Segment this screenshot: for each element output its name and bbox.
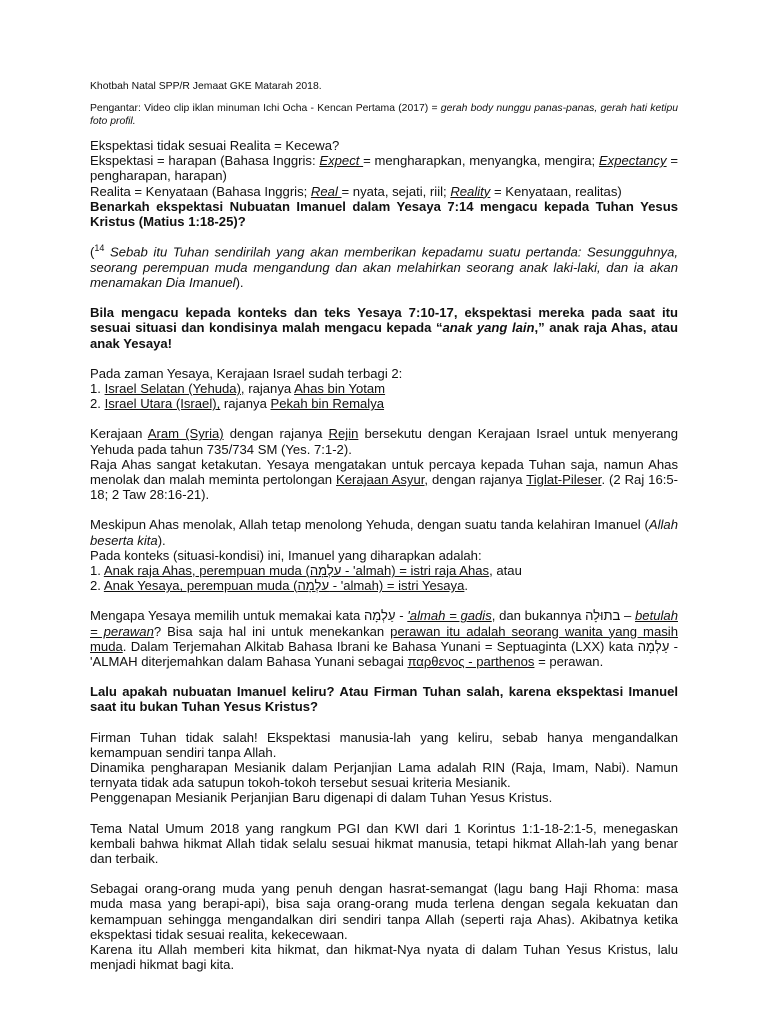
verse-open: ( (90, 244, 95, 260)
term-expectancy: Expectancy (598, 153, 667, 169)
penggenapan-paragraph: Penggenapan Mesianik Perjanjian Baru digenapi di dalam Tuhan Yesus Kristus. (90, 790, 553, 806)
q3-text: Lalu apakah nubuatan Imanuel keliru? Atau Firman Tuhan salah, karena ekspektasi Imanuel saat itu bukan Tuhan Yesus Kristus? (90, 684, 678, 715)
section-expectation (90, 138, 678, 229)
text-run: Ekspektasi = harapan (Bahasa Inggris: (90, 153, 320, 169)
term-reality: Reality (450, 183, 491, 199)
term-expect: Expect (319, 153, 364, 169)
text-run: . (464, 578, 469, 594)
text-run: = nyata, sejati, riil; (341, 183, 451, 199)
section-imanuel (90, 517, 678, 593)
text-run: Anak raja Ahas, perempuan muda (עַלְמָה - 'almah) = istri raja Ahas (103, 563, 490, 579)
text-run: Anak Yesaya, perempuan muda (עַלְמָה - 'almah) = istri Yesaya (103, 578, 465, 594)
text-run: = Kenyataan, realitas) (490, 183, 622, 199)
text-run: 1. (90, 381, 105, 396)
text-run: Ahas bin Yotam (294, 381, 386, 396)
text-run: rajanya (244, 381, 295, 396)
document-title: Khotbah Natal SPP/R Jemaat GKE Matarah 2018. (90, 81, 322, 92)
text-run: 'almah = gadis (407, 608, 492, 624)
text-run: bersekutu dengan Kerajaan Israel untuk menyerang Yehuda pada tahun 735/734 SM (Yes. 7:1-2). (90, 426, 678, 457)
text-run: dengan rajanya (223, 426, 329, 442)
document-body (90, 80, 678, 973)
text-run: = mengharapkan, menyangka, mengira; (363, 153, 599, 169)
text-run: Aram (Syria) (147, 426, 224, 442)
term-real: Real (310, 183, 342, 199)
expectation-question: Ekspektasi tidak sesuai Realita = Kecewa? (90, 138, 340, 153)
text-run: Bila mengacu kepada konteks dan teks Yesaya 7:10-17, ekspektasi mereka pada saat itu sesuai situasi dan kondisinya malah mengacu kepada “ (90, 305, 678, 336)
text-run: 2. (90, 396, 105, 412)
text-run: Raja Ahas sangat ketakutan. Yesaya mengatakan untuk percaya kepada Tuhan saja, namun Ahas menolak dan malah meminta pertolongan (90, 456, 678, 488)
text-run: 1. (90, 563, 104, 579)
verse-quote (90, 241, 678, 290)
section-aram (90, 426, 678, 502)
text-run: Tiglat-Pileser (526, 472, 602, 488)
text-run: 2. (90, 578, 104, 594)
text-run: Israel Selatan (Yehuda), (104, 381, 245, 396)
text-run: dengan rajanya (428, 472, 527, 488)
ahas-paragraph (90, 457, 678, 503)
verse-text: Sebab itu Tuhan sendirilah yang akan memberikan kepadamu suatu pertanda: Sesungguhnya, seorang perempuan muda mengandung dan akan melahirkan seorang anak laki-laki, dan ia akan menamakan Dia Imanuel (90, 244, 678, 290)
verse-number: 14 (94, 243, 105, 254)
text-run: , atau (489, 563, 522, 579)
verse-close: ). (235, 274, 244, 290)
hikmat-paragraph: Karena itu Allah memberi kita hikmat, dan hikmat-Nya nyata di dalam Tuhan Yesus Kristus, lalu menjadi hikmat bagi kita. (90, 942, 678, 973)
text-run: . Dalam Terjemahan Alkitab Bahasa Ibrani ke Bahasa Yunani = Septuaginta (LXX) kata עַלְמָה - 'ALMAH diterjemahkan dalam Bahasa Yunani sebagai (90, 638, 678, 670)
text-run: Meskipun Ahas menolak, Allah tetap menolong Yehuda, dengan suatu tanda kelahiran Imanuel ( (90, 517, 649, 533)
kingdom-item-2 (90, 396, 678, 411)
intro-paragraph (90, 102, 678, 128)
expectation-definition (90, 153, 678, 183)
text-run: perawan itu adalah seorang wanita yang masih muda (90, 623, 678, 654)
q2-text (90, 305, 678, 351)
text-run: ,” anak raja Ahas, atau anak Yesaya! (90, 320, 678, 351)
imanuel-context: Pada konteks (situasi-kondisi) ini, Imanuel yang diharapkan adalah: (90, 547, 482, 563)
text-run: rajanya (220, 396, 271, 412)
section-firman (90, 730, 678, 806)
text-run: Realita = Kenyataan (Bahasa Inggris; (90, 183, 311, 199)
imanuel-item-2 (90, 578, 678, 593)
section-orang-muda (90, 881, 678, 972)
section-kingdoms (90, 366, 678, 412)
verse-block (90, 241, 678, 290)
imanuel-paragraph (90, 517, 678, 547)
imanuel-item-1 (90, 563, 678, 578)
reality-definition (90, 184, 678, 199)
text-run: = perawan. (534, 654, 604, 670)
section-almah (90, 608, 678, 669)
orang-muda-paragraph: Sebagai orang-orang muda yang penuh dengan hasrat-semangat (lagu bang Haji Rhoma: masa muda masa yang berapi-api), bisa saja orang-orang muda terlena dengan segala kekuatan dan kemampuan sehingga mengandalkan diri sendiri tanpa Allah (seperti raja Ahas). Akibatnya ketika ekspektasi tidak sesuai realita, kekecewaan. (90, 881, 678, 942)
text-run: ? Bisa saja hal ini untuk menekankan (153, 623, 391, 639)
text-run: = pengharapan, harapan) (90, 153, 678, 184)
section-tema (90, 821, 678, 867)
text-run: παρθενος - parthenos (407, 654, 535, 670)
text-run: Kerajaan (90, 426, 148, 442)
text-run: Israel Utara (Israel), (104, 396, 221, 412)
kingdoms-intro: Pada zaman Yesaya, Kerajaan Israel sudah terbagi 2: (90, 365, 403, 381)
dinamika-paragraph: Dinamika pengharapan Mesianik dalam Perjanjian Lama adalah RIN (Raja, Imam, Nabi). Namun ternyata tidak ada satupun tokoh-tokoh tersebut sesuai kriteria Mesianik. (90, 760, 678, 791)
text-run: ). (157, 532, 166, 548)
text-run: Rejin (328, 426, 359, 442)
intro-italic: gerah body nunggu panas-panas, gerah hati ketipu foto profil. (90, 103, 678, 127)
aram-paragraph (90, 426, 678, 456)
tema-paragraph: Tema Natal Umum 2018 yang rangkum PGI dan KWI dari 1 Korintus 1:1-18-2:1-5, menegaskan kembali bahwa hikmat Allah tidak selalu sesuai hikmat manusia, tetapi hikmat Allah-lah yang benar dan terbaik. (90, 820, 678, 867)
question-heading-3 (90, 684, 678, 714)
text-run: . (2 Raj 16:5-18; 2 Taw 28:16-21). (90, 472, 679, 503)
almah-paragraph (90, 608, 678, 669)
intro-label: Pengantar: Video clip iklan minuman Ichi Ocha - Kencan Pertama (2017) = (90, 103, 441, 114)
text-run: , dan bukannya בתוּלָה – (491, 608, 636, 624)
firman-paragraph: Firman Tuhan tidak salah! Ekspektasi manusia-lah yang keliru, sebab hanya mengandalkan kemampuan sendiri tanpa Allah. (90, 729, 678, 760)
text-run: Pekah bin Remalya (270, 396, 385, 412)
text-run: betulah = perawan (90, 608, 678, 639)
text-run: Allah beserta kita (90, 517, 678, 548)
question-heading-2 (90, 305, 678, 351)
text-run: Kerajaan Asyur, (336, 472, 429, 488)
text-run: Mengapa Yesaya memilih untuk memakai kata עַלְמָה - (90, 608, 408, 624)
question-heading-1: Benarkah ekspektasi Nubuatan Imanuel dalam Yesaya 7:14 mengacu kepada Tuhan Yesus Kristus (Matius 1:18-25)? (90, 198, 678, 230)
kingdom-item-1 (90, 381, 678, 396)
q2-italic: anak yang lain (442, 320, 535, 336)
